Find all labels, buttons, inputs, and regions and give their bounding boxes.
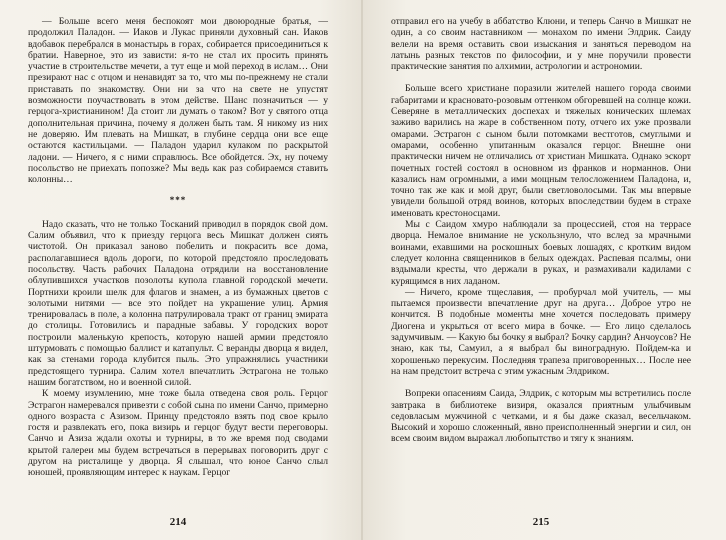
section-gap bbox=[391, 377, 691, 388]
paragraph: — Ничего, кроме тщеславия, — пробурчал мой учитель, — мы пытаемся произвести впечатление друг на друга… Доброе утро не кончится. В подобные моменты мне хочется последовать примеру Диогена и укрыться от всего мира в бочке. — Его лицо сделалось задумчивым. — Какую бы бочку я выбрал? Бочку сардин? Анчоусов? Не знаю, как ты, Самуил, а я выбрал бы виноградную. Пойдем-ка и хорошенько перекусим. Последняя трапеза приговоренных… После нее на нам предстоит встреча с этим ужасным Элдриком. bbox=[391, 286, 691, 377]
paragraph: отправил его на учебу в аббатство Клюни, и теперь Санчо в Мишкат не один, а со своим наставником — монахом по имени Элдрик. Саиду велели на время оставить свои изыскания и заняться переводом на латынь разных текстов по философии, и у мне поручили провести практические занятия по алхимии, астрологии и астрономии. bbox=[391, 16, 691, 73]
paragraph: Больше всего христиане поразили жителей нашего города своими габаритами и красновато-розовым оттенком обгоревшей на солнце кожи. Северяне в металлических доспехах и тяжелых конических шлемах заживо варились на жаре в собственном поту, отчего их уже прозвали омарами. Эстрагон с сыном были потомками вестготов, смуглыми и омарами, особенно упитанным оказался герцог. Внешне они практически ничем не отличались от христиан Мишката. Однако эскорт почетных гостей состоял в основном из франков и норманнов. Они казались нам огромными, а ими мощным телосложением Паладона, и, точно так же как и мой друг, были светловолосыми. Так мы впервые увидели большой отряд воинов, которых впоследствии будем в страхе именовать крестоносцами. bbox=[391, 83, 691, 219]
paragraph: Надо сказать, что не только Тосканий приводил в порядок свой дом. Салим объявил, что к приезду герцога весь Мишкат должен сиять чистотой. Он приказал заново побелить и покрасить все дома, располагавшиеся вдоль дороги, по которой предстояло проследовать посольству. Часть рабочих Паладона отрядили на восстановление облупившихся участков позолоты купола главной городской мечети. Портнихи кроили шелк для флагов и знамен, а из бумажных цветов с золотыми нитями — все это пойдет на украшение улиц. Армия тренировалась в поле, а колонна патрулировала тракт от границ эмирата до столицы. Готовились и парадные забавы. У городских ворот построили маленькую крепость, которую нашей армии предстояло штурмовать с помощью баллист и катапульт. С веранды дворца я видел, как за стенами города клубится пыль. Это упражнялись участники предстоящего турнира. Салим хотел впечатлить Эстрагона не только нашим богатством, но и военной силой. bbox=[28, 218, 328, 388]
right-page bbox=[363, 0, 726, 540]
left-page-text bbox=[28, 16, 328, 479]
paragraph: К моему изумлению, мне тоже была отведена своя роль. Герцог Эстрагон намеревался привезти с собой сына по имени Санчо, примерно одного возраста с Азизом. Принцу предстояло взять под свое крыло гостя и развлекать его, пока визирь и герцог будут вести переговоры. Санчо и Азиза ждали охоты и турниры, в то же время под сводами крытой галереи мы будем встречаться в перерывах поговорить друг с другом на ристалище у дворца. Я слышал, что юное Санчо слыл юношей, проявляющим интерес к наукам. Герцог bbox=[28, 388, 328, 479]
page-number-left: 214 bbox=[169, 516, 187, 528]
section-divider: *** bbox=[169, 195, 187, 206]
right-page-text bbox=[391, 16, 691, 445]
paragraph: — Больше всего меня беспокоят мои двоюродные братья, — продолжил Паладон. — Иаков и Лукас приняли духовный сан. Иаков вдобавок перебрался в монастырь в горах, собирается присоединиться к братии. Наверное, это из зависти: я-то не стал их просить принять участие в строительстве мечети, а тут еще и мой переход в ислам… Они презирают нас с отцом и ненавидят за то, что мы по-прежнему не стали приставать по знакомству. Они ни за что на свете не упустят возможности поучаствовать в этом действе. Шанс позначиться — у герцога-христианином! Да стоит ли думать о таком? Вот у святого отца дополнительная причина, почему я должен быть там. Я никому из них не доверяю. Им плевать на Мишкат, в глубине сердца они все еще остаются кастильцами. — Паладон ударил кулаком по раскрытой ладони. — Ничего, я с ними справлюсь. Все обойдется. Эх, ну почему посольство не приехать попозже? Мы ведь как раз собираемся ставить колонны… bbox=[28, 16, 328, 186]
paragraph: Мы с Саидом хмуро наблюдали за процессией, стоя на террасе дворца. Немалое внимание не ускользнуло, что вслед за мрачными воинами, ехавшими на роскошных боевых лошадях, с кротким видом следует колонна священников в белых одеждах. Распевая псалмы, они вздымали кресты, что держали в руках, и размахивали кадилами с курящимся в них ладаном. bbox=[391, 219, 691, 287]
page-number-right: 215 bbox=[532, 516, 550, 528]
paragraph: Вопреки опасениям Саида, Элдрик, с которым мы встретились после завтрака в библиотеке визиря, оказался приятным улыбчивым седовласым мужчиной с четками, и я бы даже сказал, весельчаком. Высокий и хорошо сложенный, явно преисполненный энергии и сил, он всем своим видом выражал любопытство и тягу к знаниям. bbox=[391, 388, 691, 445]
section-gap bbox=[391, 72, 691, 83]
